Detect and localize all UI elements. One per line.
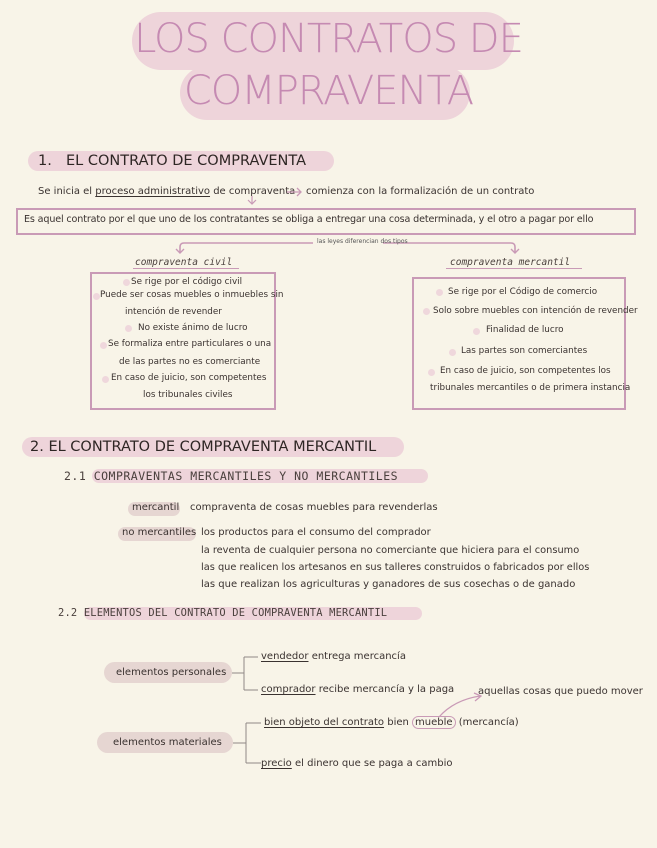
mercancia: (mercancía) [458,717,519,728]
precio-desc: el dinero que se paga a cambio [294,758,453,769]
precio-line [261,758,453,769]
personales-tag: elementos personales [116,667,227,678]
civil-item-5: Se formaliza entre particulares o una [108,339,272,349]
civil-label-underline [133,268,239,269]
comprador-desc: recibe mercancía y la paga [318,684,455,695]
no-mercantil-item-4: las que realizan los agriculturas y ganadores de sus cosechas o de ganado [201,579,576,590]
vendedor-line [261,651,406,662]
mercantil-item-3: Finalidad de lucro [486,325,564,335]
civil-bullet-1 [123,279,130,286]
mercantil-label-underline [446,268,582,269]
intro-link: proceso administrativo [95,186,211,197]
civil-bullet-5 [102,376,109,383]
civil-item-2: Puede ser cosas muebles o inmuebles sin [100,290,284,300]
mercantil-bullet-1 [436,289,443,296]
comprador: comprador [261,684,316,695]
intro-mid: de compraventa [213,186,296,197]
intro-post: comienza con la formalización de un contrato [306,186,535,197]
civil-label: compraventa civil [135,257,233,268]
materiales-bracket [233,718,263,770]
no-mercantil-item-3: las que realicen los artesanos en sus talleres construidos o fabricados por ellos [201,562,590,573]
section2-heading: 2. EL CONTRATO DE COMPRAVENTA MERCANTIL [30,439,377,455]
mercantil-item-2: Solo sobre muebles con intención de revender [433,306,638,316]
page-title-line2: COMPRAVENTA [183,68,474,114]
civil-item-7: En caso de juicio, son competentes [111,373,267,383]
materiales-tag: elementos materiales [113,737,222,748]
intro-arrow-icon [286,186,304,198]
mueble-note: aquellas cosas que puedo mover [478,686,643,697]
sub1-heading: 2.1 COMPRAVENTAS MERCANTILES Y NO MERCANTILES [64,469,399,483]
no-mercantil-tag: no mercantiles [122,527,197,538]
civil-bullet-4 [100,342,107,349]
mercantil-bullet-2 [423,308,430,315]
intro-down-arrow-icon [246,196,258,206]
section1-heading: EL CONTRATO DE COMPRAVENTA [66,153,307,169]
civil-bullet-3 [125,325,132,332]
sub2-heading: 2.2 ELEMENTOS DEL CONTRATO DE COMPRAVENTA MERCANTIL [58,607,388,619]
mercantil-item-6: tribunales mercantiles o de primera instancia [430,383,631,393]
definition-text: Es aquel contrato por el que uno de los contratantes se obliga a entregar una cosa determinada, y el otro a pagar por ello [24,214,594,225]
page-title-line1: LOS CONTRATOS DE [134,16,523,62]
intro-pre: Se inicia el [38,186,93,197]
comprador-line [261,684,454,695]
mercantil-item-1: Se rige por el Código de comercio [448,287,598,297]
precio: precio [261,758,292,769]
personales-bracket [232,652,262,697]
mercantil-label: compraventa mercantil [450,257,571,268]
mercantil-item-5: En caso de juicio, son competentes los [440,366,611,376]
section1-number: 1. [38,153,52,169]
civil-item-3: intención de revender [125,307,222,317]
mercantil-bullet-3 [473,328,480,335]
no-mercantil-item-1: los productos para el consumo del comprador [201,527,431,538]
civil-item-6: de las partes no es comerciante [119,357,261,367]
bien: bien [387,717,409,728]
bien-objeto: bien objeto del contrato [264,717,385,728]
mercantil-def: compraventa de cosas muebles para revenderlas [190,502,438,513]
mueble: mueble [412,716,456,729]
civil-item-1: Se rige por el código civil [131,277,243,287]
mercantil-tag: mercantil [132,502,180,513]
no-mercantil-item-2: la reventa de cualquier persona no comerciante que hiciera para el consumo [201,545,580,556]
mercantil-bullet-4 [449,349,456,356]
vendedor: vendedor [261,651,309,662]
civil-item-4: No existe ánimo de lucro [138,323,248,333]
vendedor-desc: entrega mercancía [311,651,406,662]
civil-item-8: los tribunales civiles [143,390,233,400]
mercantil-bullet-5 [428,369,435,376]
mueble-arrow-icon [436,692,484,720]
civil-bullet-2 [93,293,100,300]
mercantil-item-4: Las partes son comerciantes [461,346,588,356]
split-note: las leyes diferencian dos tipos [317,238,408,245]
